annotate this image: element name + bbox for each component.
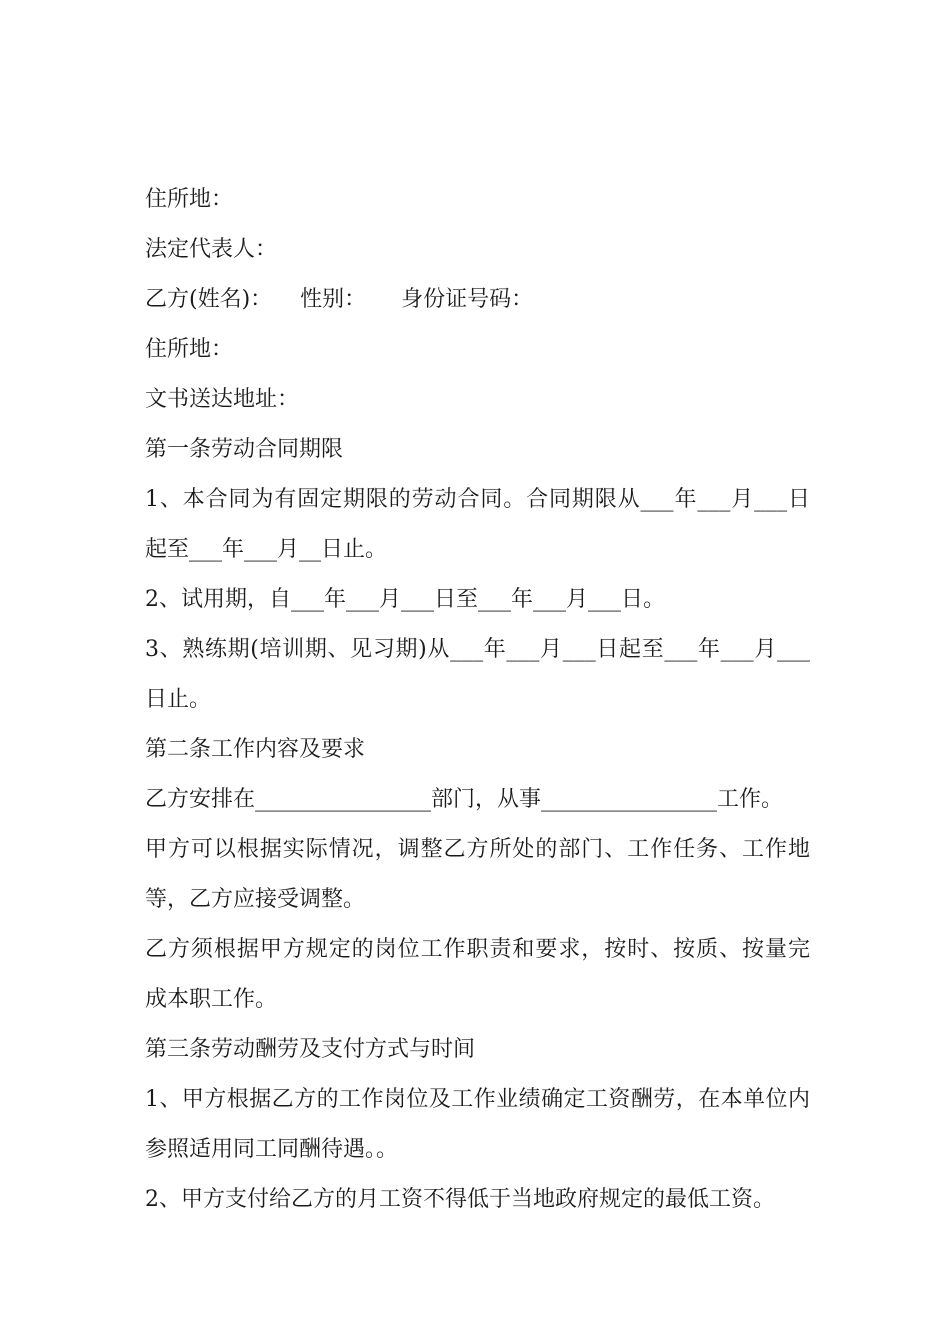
article-3-clause-1-line-1: 1、甲方根据乙方的工作岗位及工作业绩确定工资酬劳，在本单位内 bbox=[145, 1087, 810, 1112]
article-2-heading: 第二条工作内容及要求 bbox=[145, 737, 366, 762]
article-2-adjustment-line-2: 等，乙方应接受调整。 bbox=[145, 887, 366, 912]
residence-label-party-b: 住所地： bbox=[145, 337, 234, 362]
article-2-assignment-line: 乙方安排在________________部门，从事________________工作。 bbox=[145, 787, 784, 812]
article-3-heading: 第三条劳动酬劳及支付方式与时间 bbox=[145, 1037, 476, 1062]
article-1-clause-2: 2、试用期，自___年___月___日至___年___月___日。 bbox=[145, 587, 665, 612]
article-2-duties-line-1: 乙方须根据甲方规定的岗位工作职责和要求，按时、按质、按量完 bbox=[145, 937, 810, 962]
article-3-clause-1-line-2: 参照适用同工同酬待遇。。 bbox=[145, 1137, 399, 1162]
article-1-clause-1-line-2: 起至___年___月__日止。 bbox=[145, 537, 388, 562]
article-1-clause-3-line-2: 日止。 bbox=[145, 687, 212, 712]
delivery-address-label: 文书送达地址： bbox=[145, 387, 300, 412]
contract-body bbox=[145, 175, 810, 1225]
residence-label-party-a: 住所地： bbox=[145, 187, 234, 212]
article-2-duties-line-2: 成本职工作。 bbox=[145, 987, 278, 1012]
article-2-adjustment-line-1: 甲方可以根据实际情况，调整乙方所处的部门、工作任务、工作地 bbox=[145, 837, 810, 862]
legal-representative-label: 法定代表人： bbox=[145, 237, 278, 262]
article-1-heading: 第一条劳动合同期限 bbox=[145, 437, 344, 462]
article-3-clause-2: 2、甲方支付给乙方的月工资不得低于当地政府规定的最低工资。 bbox=[145, 1187, 775, 1212]
article-1-clause-3-line-1: 3、熟练期(培训期、见习期)从___年___月___日起至___年___月___ bbox=[145, 637, 810, 662]
party-b-info-line: 乙方(姓名)： 性别： 身份证号码： bbox=[145, 287, 534, 312]
article-1-clause-1-line-1: 1、本合同为有固定期限的劳动合同。合同期限从___年___月___日 bbox=[145, 487, 810, 512]
